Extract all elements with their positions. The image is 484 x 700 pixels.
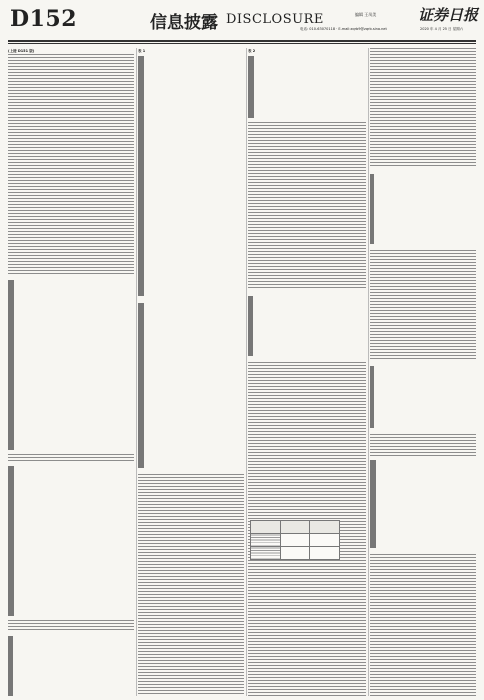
data-table	[370, 174, 374, 244]
body-text	[8, 54, 134, 274]
table-note	[8, 620, 134, 630]
data-table	[8, 636, 13, 696]
contact-line: 电话: 010-63070118 · E-mail:zqrb9@zqrb.sina.net	[300, 27, 387, 31]
section-title-cn: 信息披露	[150, 13, 218, 33]
data-table	[370, 366, 374, 428]
page-number: D152	[10, 6, 78, 32]
data-table	[138, 56, 144, 296]
data-table	[370, 460, 376, 548]
data-table	[8, 280, 14, 450]
masthead	[0, 0, 484, 44]
editor-credit: 编辑 王凤美	[355, 12, 377, 17]
column-1	[8, 48, 134, 696]
column-label: (上接 D151 版)	[8, 49, 35, 53]
column-label: 表 1	[138, 49, 146, 53]
table-note	[8, 454, 134, 462]
column-divider	[368, 48, 369, 696]
issue-date: 2020 年 4 月 25 日 星期六	[420, 27, 464, 31]
body-text	[138, 474, 244, 696]
data-table	[248, 56, 254, 118]
newspaper-logo: 证券日报	[418, 6, 479, 24]
column-divider	[246, 48, 247, 696]
column-divider	[136, 48, 137, 696]
column-2	[138, 48, 244, 696]
column-3	[248, 48, 366, 696]
body-text	[370, 554, 476, 696]
data-table	[8, 466, 14, 616]
section-title-en: DISCLOSURE	[226, 12, 324, 27]
header-rule-thin	[8, 43, 476, 44]
body-text	[370, 434, 476, 456]
data-table	[250, 520, 340, 560]
data-table	[248, 296, 253, 356]
body-text	[370, 250, 476, 360]
data-table	[138, 303, 144, 468]
body-text	[248, 122, 366, 290]
column-4	[370, 48, 476, 696]
column-label: 表 2	[248, 49, 256, 53]
header-rule	[8, 40, 476, 42]
body-text	[370, 48, 476, 168]
